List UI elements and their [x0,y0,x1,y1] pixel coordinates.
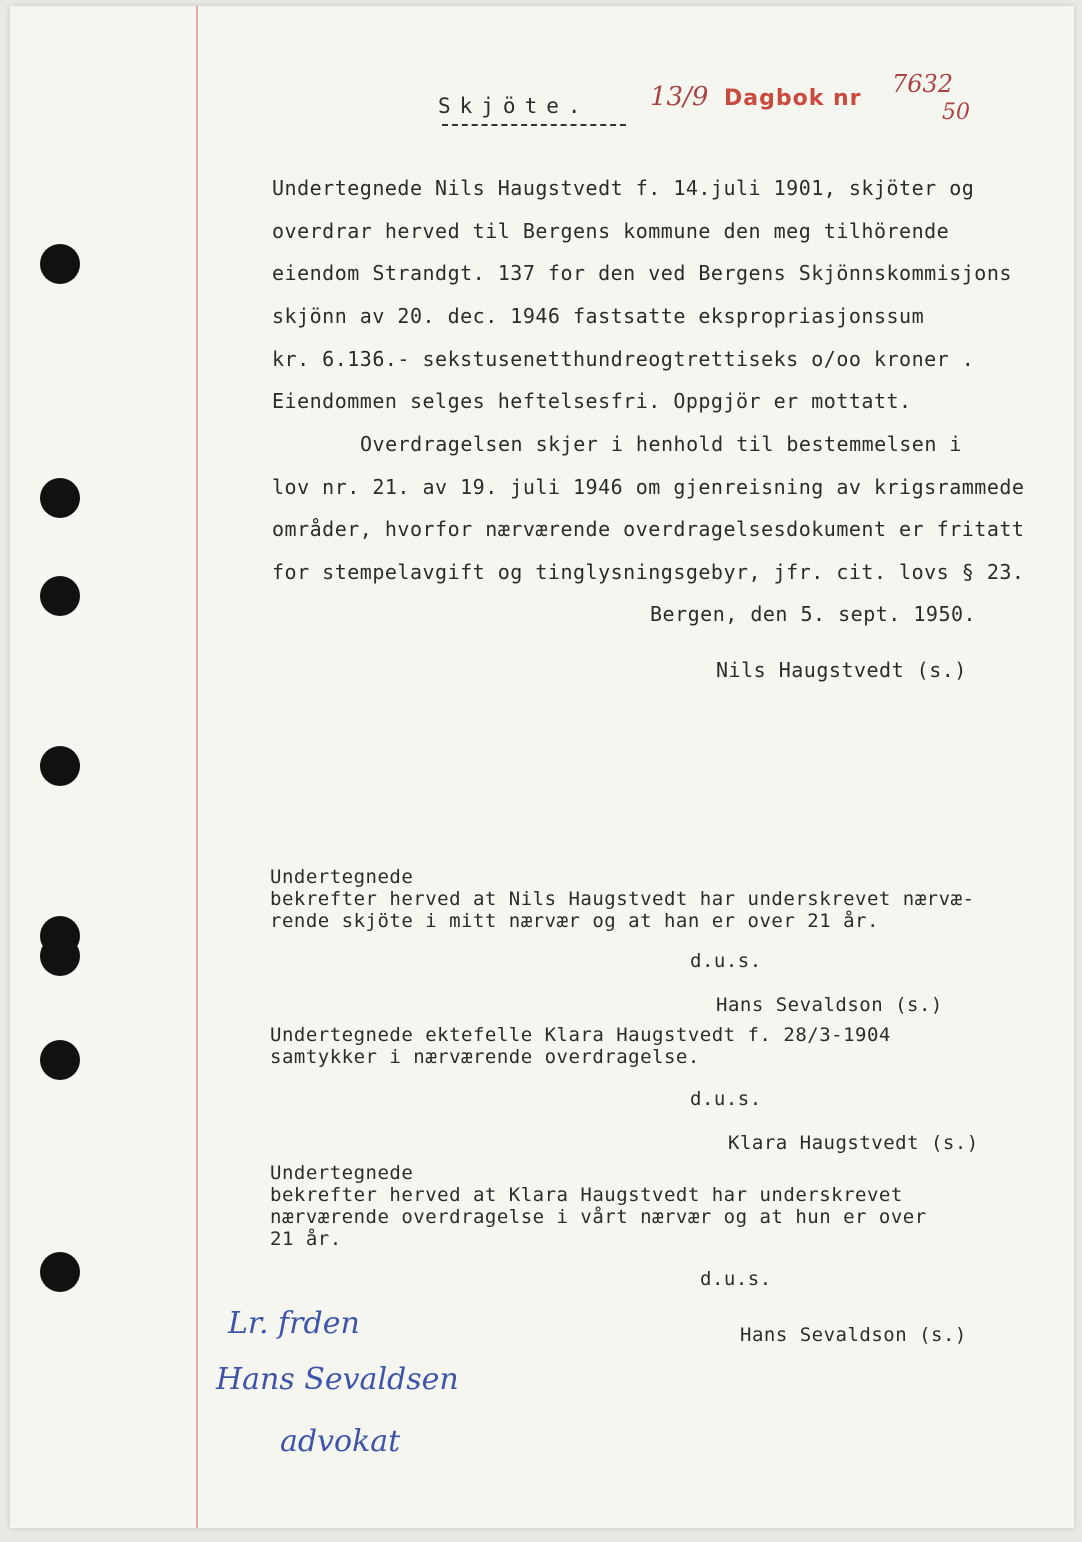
document-title: Skjöte. [438,94,590,118]
dagbok-stamp: Dagbok nr [724,86,862,111]
margin-line [196,6,198,1528]
witness-2-signature: Hans Sevaldson (s.) [740,1324,967,1346]
punch-hole [40,1252,80,1292]
witness-2-line: nærværende overdragelse i vårt nærvær og at hun er over [270,1206,927,1228]
body-line: kr. 6.136.- sekstusenetthundreogtrettiseks o/oo kroner . [272,347,975,371]
spouse-signature: Klara Haugstvedt (s.) [728,1132,979,1154]
body-line: overdrar herved til Bergens kommune den meg tilhörende [272,219,950,243]
punch-hole [40,936,80,976]
spouse-line: samtykker i nærværende overdragelse. [270,1046,700,1068]
dagbok-year: 50 [942,100,970,125]
punch-hole [40,746,80,786]
witness-1-line: rende skjöte i mitt nærvær og at han er over 21 år. [270,910,879,932]
witness-1-line: bekrefter herved at Nils Haugstvedt har underskrevet nærvæ- [270,888,975,910]
witness-2-line: bekrefter herved at Klara Haugstvedt har underskrevet [270,1184,903,1206]
document-page [10,6,1074,1528]
witness-2-line: Undertegnede [270,1162,414,1184]
signature-nils: Nils Haugstvedt (s.) [716,658,967,682]
punch-hole [40,1040,80,1080]
date-note: 13/9 [650,82,709,112]
spouse-line: Undertegnede ektefelle Klara Haugstvedt f. 28/3-1904 [270,1024,891,1046]
body-line: Undertegnede Nils Haugstvedt f. 14.juli 1901, skjöter og [272,176,975,200]
witness-1-dus: d.u.s. [690,950,762,972]
title-underline [442,124,626,126]
witness-2-line: 21 år. [270,1228,342,1250]
punch-hole [40,244,80,284]
handwritten-note-line: advokat [280,1424,401,1459]
body-line: for stempelavgift og tinglysningsgebyr, jfr. cit. lovs § 23. [272,560,1025,584]
body-line: eiendom Strandgt. 137 for den ved Bergens Skjönnskommisjons [272,261,1012,285]
spouse-dus: d.u.s. [690,1088,762,1110]
witness-1-line: Undertegnede [270,866,414,888]
body-line: skjönn av 20. dec. 1946 fastsatte ekspropriasjonssum [272,304,925,328]
body-line: Overdragelsen skjer i henhold til bestemmelsen i [360,432,962,456]
punch-hole [40,576,80,616]
body-line: Eiendommen selges heftelsesfri. Oppgjör er mottatt. [272,389,912,413]
witness-2-dus: d.u.s. [700,1268,772,1290]
place-date: Bergen, den 5. sept. 1950. [650,602,977,626]
handwritten-note-line: Hans Sevaldsen [216,1362,459,1397]
body-line: områder, hvorfor nærværende overdragelsesdokument er fritatt [272,517,1025,541]
handwritten-note-line: Lr. frden [228,1306,360,1341]
body-line: lov nr. 21. av 19. juli 1946 om gjenreisning av krigsrammede [272,475,1025,499]
witness-1-signature: Hans Sevaldson (s.) [716,994,943,1016]
punch-hole [40,478,80,518]
dagbok-number: 7632 [892,70,954,98]
